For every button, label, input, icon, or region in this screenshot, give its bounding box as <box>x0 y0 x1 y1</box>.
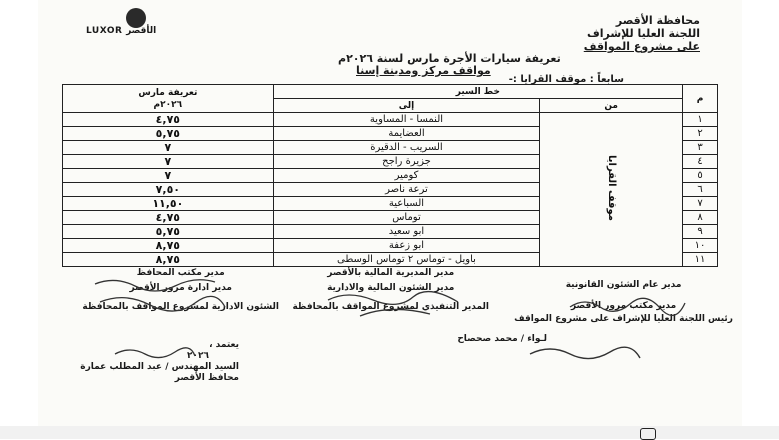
row-destination: ترعة ناصر <box>273 183 540 197</box>
handwritten-signature-3 <box>565 292 695 322</box>
table-row <box>63 113 718 127</box>
row-number: ٤ <box>683 155 718 169</box>
sig-col3-line3: رئيس اللجنة العليا للإشراف على مشروع المواقف <box>514 314 733 324</box>
handwritten-signature-2 <box>320 280 470 330</box>
governor-name: السيد المهندس / عبد المطلب عمارة <box>80 362 239 372</box>
row-number: ٨ <box>683 211 718 225</box>
col-num-header: م <box>683 85 718 113</box>
sig-col2-line3: المدير التنفيذي لمشروع المواقف بالمحافظة <box>292 302 489 312</box>
committee-line1: اللجنة العليا للإشراف <box>586 27 700 40</box>
row-number: ٣ <box>683 141 718 155</box>
header-block <box>584 14 700 53</box>
from-value: موقف القرايا <box>606 154 618 221</box>
approved-label: يعتمد ، <box>209 340 239 350</box>
row-destination: باويل - توماس ٢ توماس الوسطى <box>273 253 540 267</box>
row-destination: العضايمة <box>273 127 540 141</box>
row-fare: ٧,٥٠ <box>63 183 274 197</box>
logo-text: LUXOR الأقصر <box>86 26 157 36</box>
handwritten-signature-5 <box>110 344 200 364</box>
row-fare: ٥,٧٥ <box>63 127 274 141</box>
from-cell <box>540 113 683 267</box>
col-route-header: خط السير <box>273 85 682 99</box>
row-number: ١ <box>683 113 718 127</box>
row-number: ١١ <box>683 253 718 267</box>
sig-col1-line2: مدير ادارة مرور الأقصر <box>129 283 232 293</box>
row-destination: السريب - الدقيرة <box>273 141 540 155</box>
row-fare: ١١,٥٠ <box>63 197 274 211</box>
sig-col3-line1: مدير عام الشئون القانونية <box>565 280 682 290</box>
row-destination: كومير <box>273 169 540 183</box>
col-from-header: من <box>540 99 683 113</box>
row-fare: ٤,٧٥ <box>63 113 274 127</box>
bottom-strip <box>0 426 779 439</box>
row-number: ٥ <box>683 169 718 183</box>
handwritten-signature-1 <box>90 274 240 324</box>
handwritten-signature-4 <box>525 342 645 364</box>
committee-line2: على مشروع المواقف <box>583 40 700 53</box>
seal-icon <box>126 8 146 28</box>
fare-header-line2: ٢٠٢٦م <box>153 99 183 110</box>
sig-col3-line2: مدير مكتب مرور الأقصر <box>570 301 677 311</box>
row-number: ٩ <box>683 225 718 239</box>
row-fare: ٧ <box>63 169 274 183</box>
governor-title: محافظ الأقصر <box>174 373 239 383</box>
sig-col1-line3: الشئون الادارية لمشروع المواقف بالمحافظة <box>82 302 279 312</box>
row-number: ٢ <box>683 127 718 141</box>
sig-col1-line1: مدير مكتب المحافظ <box>136 268 225 278</box>
row-destination: السباعية <box>273 197 540 211</box>
general-signature: لـواء / محمد صحصاح <box>457 334 547 344</box>
sig-col2-line2: مدير الشئون المالية والادارية <box>327 283 455 293</box>
governorate-label: محافظة الأقصر <box>615 14 700 27</box>
row-fare: ٧ <box>63 141 274 155</box>
col-fare-header <box>63 85 274 113</box>
row-destination: ابو زعفة <box>273 239 540 253</box>
row-fare: ٨,٧٥ <box>63 253 274 267</box>
row-fare: ٨,٧٥ <box>63 239 274 253</box>
approved-date: ٢٠٢٦ <box>187 351 209 361</box>
fare-table-body <box>63 113 718 267</box>
sig-col2-line1: مدير المديرية المالية بالأقصر <box>327 268 455 278</box>
document-title: تعريفة سيارات الأجرة مارس لسنة ٢٠٢٦م <box>338 52 561 65</box>
row-fare: ٤,٧٥ <box>63 211 274 225</box>
row-destination: جزيرة راجح <box>273 155 540 169</box>
row-number: ١٠ <box>683 239 718 253</box>
row-destination: النمسا - المساوية <box>273 113 540 127</box>
section-label: سابعاً : موقف القرايا :- <box>508 74 624 85</box>
fare-header-line1: تعريفة مارس <box>138 87 198 98</box>
row-destination: ابو سعيد <box>273 225 540 239</box>
document-subtitle: مواقف مركز ومدينة إسنا <box>356 64 491 77</box>
fare-table <box>62 84 718 267</box>
row-fare: ٥,٧٥ <box>63 225 274 239</box>
row-destination: توماس <box>273 211 540 225</box>
scan-icon <box>640 428 656 440</box>
row-fare: ٧ <box>63 155 274 169</box>
row-number: ٦ <box>683 183 718 197</box>
row-number: ٧ <box>683 197 718 211</box>
col-to-header: إلى <box>273 99 540 113</box>
